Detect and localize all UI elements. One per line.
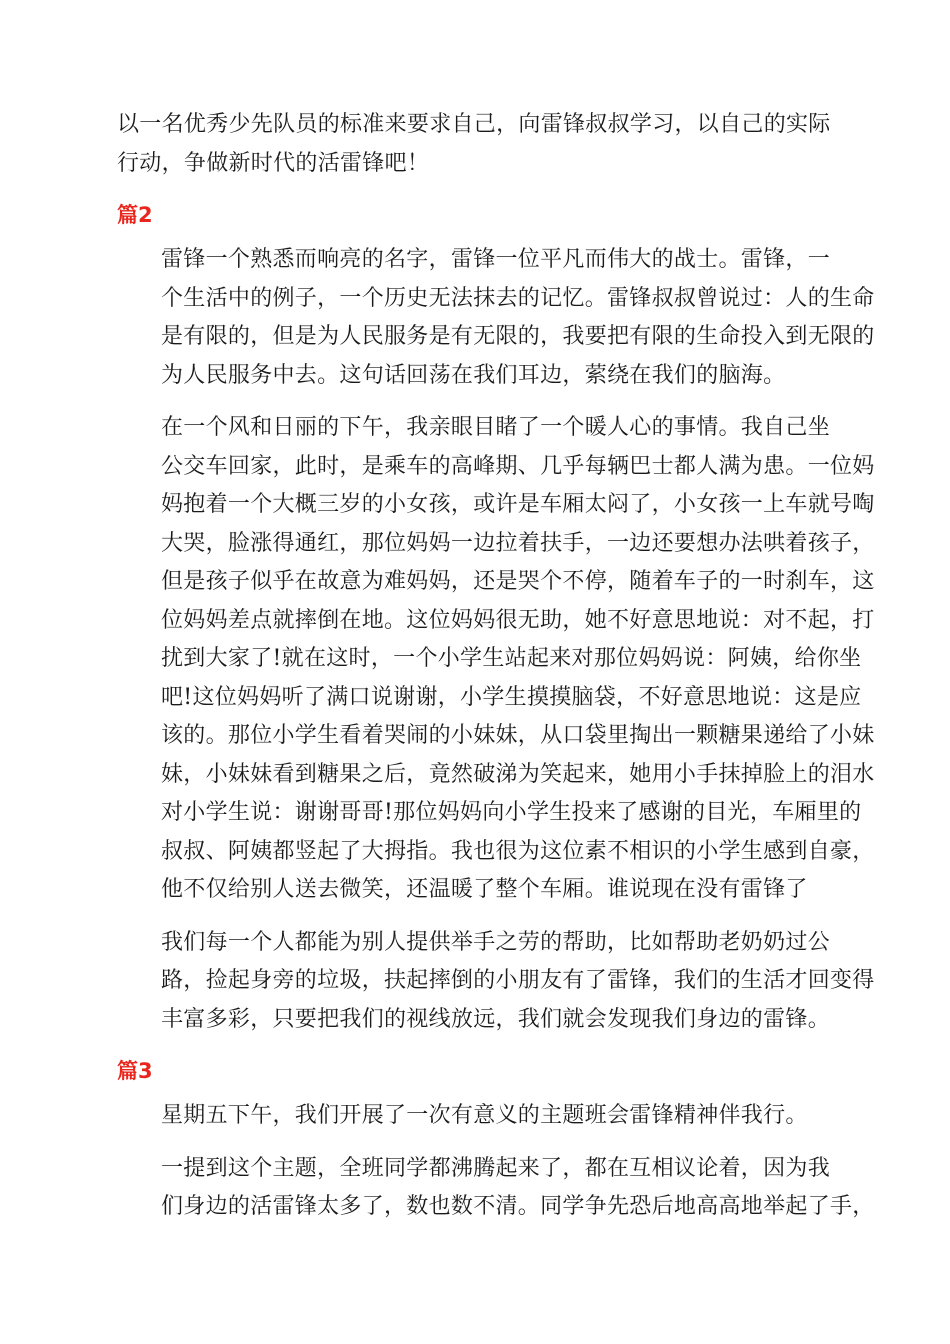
text-line: 叔叔、阿姨都竖起了大拇指。我也很为这位素不相识的小学生感到自豪， — [161, 838, 875, 864]
text-line: 扰到大家了!就在这时，一个小学生站起来对那位妈妈说：阿姨，给你坐 — [161, 646, 862, 671]
paragraph-2 — [117, 409, 875, 910]
text-line: 星期五下午，我们开展了一次有意义的主题班会雷锋精神伴我行。 — [161, 1103, 808, 1128]
text-line: 以一名优秀少先队员的标准来要求自己，向雷锋叔叔学习，以自己的实际 — [117, 112, 831, 137]
text-line: 路，捡起身旁的垃圾，扶起摔倒的小朋友有了雷锋，我们的生活才回变得 — [161, 968, 875, 993]
text-line: 丰富多彩，只要把我们的视线放远，我们就会发现我们身边的雷锋。 — [161, 1006, 831, 1032]
text-line: 吧!这位妈妈听了满口说谢谢，小学生摸摸脑袋，不好意思地说：这是应 — [161, 684, 862, 710]
text-line: 对小学生说：谢谢哥哥!那位妈妈向小学生投来了感谢的目光，车厢里的 — [161, 800, 862, 825]
paragraph-1 — [117, 241, 875, 395]
text-line: 雷锋一个熟悉而响亮的名字，雷锋一位平凡而伟大的战士。雷锋，一 — [161, 247, 831, 272]
section-heading-3: 篇3 — [117, 1059, 153, 1083]
paragraph-4 — [117, 1097, 833, 1136]
text-line: 妈抱着一个大概三岁的小女孩，或许是车厢太闷了，小女孩一上车就号啕 — [161, 492, 875, 517]
text-line: 公交车回家，此时，是乘车的高峰期、几乎每辆巴士都人满为患。一位妈 — [161, 453, 875, 479]
text-line: 们身边的活雷锋太多了，数也数不清。同学争先恐后地高高地举起了手， — [161, 1194, 875, 1219]
text-line: 大哭，脸涨得通红，那位妈妈一边拉着扶手，一边还要想办法哄着孩子， — [161, 530, 875, 556]
text-line: 行动，争做新时代的活雷锋吧！ — [117, 150, 430, 176]
text-line: 我们每一个人都能为别人提供举手之劳的帮助，比如帮助老奶奶过公 — [161, 929, 831, 955]
paragraph-3 — [117, 924, 875, 1040]
text-line: 在一个风和日丽的下午，我亲眼目睹了一个暖人心的事情。我自己坐 — [161, 415, 831, 440]
text-line: 一提到这个主题，全班同学都沸腾起来了，都在互相议论着，因为我 — [161, 1155, 831, 1181]
document-page — [117, 106, 875, 1227]
paragraph-5 — [117, 1150, 875, 1227]
text-line: 个生活中的例子，一个历史无法抹去的记忆。雷锋叔叔曾说过：人的生命 — [161, 285, 875, 311]
text-line: 妹，小妹妹看到糖果之后，竟然破涕为笑起来，她用小手抹掉脸上的泪水 — [161, 761, 875, 787]
text-line: 但是孩子似乎在故意为难妈妈，还是哭个不停，随着车子的一时刹车，这 — [161, 569, 875, 594]
text-line: 他不仅给别人送去微笑，还温暖了整个车厢。谁说现在没有雷锋了 — [161, 877, 808, 902]
section-heading-2: 篇2 — [117, 203, 153, 227]
text-line: 该的。那位小学生看着哭闹的小妹妹，从口袋里掏出一颗糖果递给了小妹 — [161, 723, 875, 748]
paragraph-intro-ending — [117, 106, 833, 183]
text-line: 是有限的，但是为人民服务是有无限的，我要把有限的生命投入到无限的 — [161, 324, 875, 349]
text-line: 位妈妈差点就摔倒在地。这位妈妈很无助，她不好意思地说：对不起，打 — [161, 607, 875, 633]
text-line: 为人民服务中去。这句话回荡在我们耳边，萦绕在我们的脑海。 — [161, 362, 786, 388]
